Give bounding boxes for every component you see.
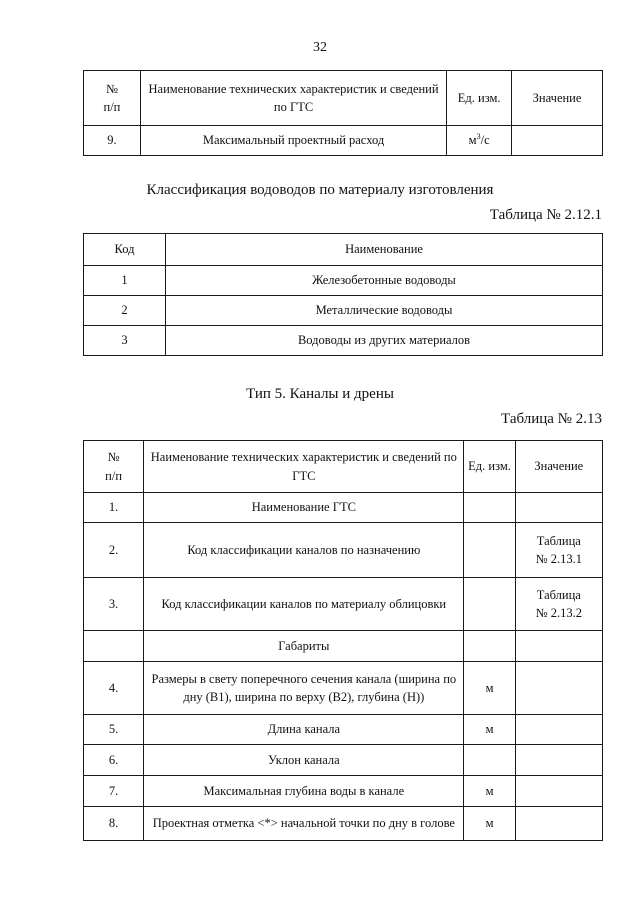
section-heading-canals: Тип 5. Каналы и дрены bbox=[246, 386, 394, 402]
table-row bbox=[84, 578, 603, 631]
row-num bbox=[84, 631, 144, 662]
row-name: Размеры в свету поперечного сечения канала (ширина по дну (В1), ширина по верху (В2), глубина (Н)) bbox=[144, 662, 464, 715]
row-unit: м bbox=[464, 662, 515, 715]
header-name: Наименование технических характеристик и сведений по ГТС bbox=[144, 441, 464, 493]
header-value: Значение bbox=[512, 71, 603, 126]
header-unit: Ед. изм. bbox=[464, 441, 515, 493]
row-unit bbox=[447, 126, 512, 156]
row-value bbox=[515, 807, 602, 841]
row-unit: м bbox=[464, 807, 515, 841]
row-name: Уклон канала bbox=[144, 745, 464, 776]
row-num: 6. bbox=[84, 745, 144, 776]
row-name: Максимальная глубина воды в канале bbox=[144, 776, 464, 807]
row-value bbox=[515, 662, 602, 715]
section-heading-waterways: Классификация водоводов по материалу изготовления bbox=[146, 182, 494, 198]
table-row bbox=[84, 631, 603, 662]
row-unit: м bbox=[464, 776, 515, 807]
table-header-row bbox=[84, 234, 603, 266]
row-value: Таблица № 2.13.2 bbox=[515, 578, 602, 631]
header-code: Код bbox=[84, 234, 166, 266]
row-name: Водоводы из других материалов bbox=[166, 326, 603, 356]
row-name: Габариты bbox=[144, 631, 464, 662]
table-header-row bbox=[84, 441, 603, 493]
row-name: Код классификации каналов по материалу облицовки bbox=[144, 578, 464, 631]
row-value: Таблица № 2.13.1 bbox=[515, 523, 602, 578]
table-row bbox=[84, 662, 603, 715]
row-code: 2 bbox=[84, 296, 166, 326]
table-row bbox=[84, 493, 603, 523]
table-row bbox=[84, 126, 603, 156]
row-unit bbox=[464, 631, 515, 662]
row-value bbox=[515, 493, 602, 523]
row-unit bbox=[464, 493, 515, 523]
row-name: Железобетонные водоводы bbox=[166, 266, 603, 296]
table-row bbox=[84, 296, 603, 326]
row-value bbox=[515, 745, 602, 776]
row-unit: м bbox=[464, 715, 515, 745]
row-num: 1. bbox=[84, 493, 144, 523]
row-value bbox=[515, 715, 602, 745]
row-name: Проектная отметка <*> начальной точки по дну в голове bbox=[144, 807, 464, 841]
row-name: Максимальный проектный расход bbox=[140, 126, 446, 156]
header-name: Наименование технических характеристик и сведений по ГТС bbox=[140, 71, 446, 126]
waterways-material-table bbox=[83, 233, 603, 356]
row-num: 5. bbox=[84, 715, 144, 745]
row-code: 3 bbox=[84, 326, 166, 356]
row-num: 2. bbox=[84, 523, 144, 578]
row-name: Код классификации каналов по назначению bbox=[144, 523, 464, 578]
header-value: Значение bbox=[515, 441, 602, 493]
row-num: 8. bbox=[84, 807, 144, 841]
table-row bbox=[84, 807, 603, 841]
header-num: № п/п bbox=[84, 441, 144, 493]
page-number: 32 bbox=[313, 40, 327, 55]
unit-tail: /с bbox=[480, 133, 490, 148]
row-value bbox=[515, 631, 602, 662]
table-header-row bbox=[84, 71, 603, 126]
row-unit bbox=[464, 745, 515, 776]
row-num: 4. bbox=[84, 662, 144, 715]
row-code: 1 bbox=[84, 266, 166, 296]
table-row bbox=[84, 715, 603, 745]
unit-superscript: 3 bbox=[476, 132, 481, 142]
canals-characteristics-table bbox=[83, 440, 603, 841]
table-row bbox=[84, 776, 603, 807]
row-unit bbox=[464, 523, 515, 578]
row-value bbox=[512, 126, 603, 156]
table-row bbox=[84, 326, 603, 356]
row-num: 7. bbox=[84, 776, 144, 807]
table-label-2-13: Таблица № 2.13 bbox=[501, 411, 602, 427]
table-label-2-12-1: Таблица № 2.12.1 bbox=[489, 207, 602, 223]
row-name: Наименование ГТС bbox=[144, 493, 464, 523]
table-row bbox=[84, 523, 603, 578]
row-unit bbox=[464, 578, 515, 631]
header-name: Наименование bbox=[166, 234, 603, 266]
row-value bbox=[515, 776, 602, 807]
row-name: Металлические водоводы bbox=[166, 296, 603, 326]
row-num: 9. bbox=[84, 126, 141, 156]
header-num: № п/п bbox=[84, 71, 141, 126]
table-row bbox=[84, 745, 603, 776]
row-name: Длина канала bbox=[144, 715, 464, 745]
characteristics-table-continued bbox=[83, 70, 603, 156]
unit-base: м bbox=[468, 133, 477, 148]
table-row bbox=[84, 266, 603, 296]
row-num: 3. bbox=[84, 578, 144, 631]
header-unit: Ед. изм. bbox=[447, 71, 512, 126]
